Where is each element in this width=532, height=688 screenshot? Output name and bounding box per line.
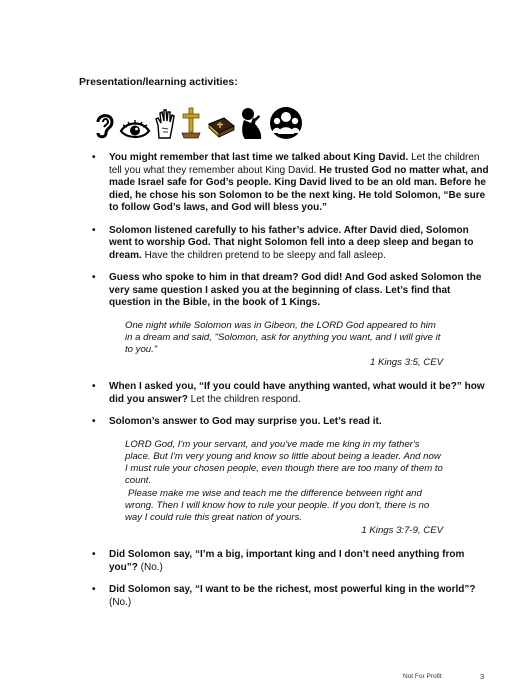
bullet-point: • <box>92 224 96 236</box>
quote-text: LORD God, I'm your servant, and you've made me king in my father's place. But I'm very young and know so little about being a leader. And now I must rule your chosen people, even though there are too many of them to count. <box>125 438 443 487</box>
bible-icon <box>206 114 236 140</box>
list-item <box>92 584 492 609</box>
bold-text: You might remember that last time we talked about King David. <box>109 152 409 163</box>
bold-text: Guess who spoke to him in that dream? God did! And God asked Solomon the very same question I asked you at the beginning of class. Let’s find that question in the Bible, in the book of 1 Kings. <box>109 272 482 308</box>
hand-icon <box>154 108 176 140</box>
bullet-point: • <box>92 152 96 163</box>
ear-icon <box>92 110 116 140</box>
eye-icon <box>119 118 151 140</box>
praying-child-icon <box>239 106 265 140</box>
activity-icons-row <box>92 104 304 140</box>
quote-reference: 1 Kings 3:7-9, CEV <box>361 525 443 537</box>
instruction-text: Let the children respond. <box>187 393 301 405</box>
scripture-quote <box>125 439 443 538</box>
family-icon <box>268 106 304 140</box>
bold-text: Solomon’s answer to God may surprise you. Let’s read it. <box>109 416 382 428</box>
bold-text: When I asked you, “If you could have anything wanted, what would it be?” how did you answer? <box>109 381 485 405</box>
page-number: 3 <box>480 672 485 681</box>
section-heading: Presentation/learning activities: <box>79 76 238 88</box>
answer-text: (No.) <box>109 596 132 608</box>
bold-text: Did Solomon say, “I’m a big, important king and I don’t need anything from you”? <box>109 549 465 573</box>
page-footer: Not For Profit <box>403 673 442 680</box>
list-item <box>92 381 492 406</box>
bullet-point: • <box>92 584 96 596</box>
list-item <box>92 225 492 263</box>
list-item <box>92 152 492 215</box>
scripture-quote <box>125 320 443 370</box>
bullet-point: • <box>92 381 96 393</box>
activities-list <box>92 152 492 619</box>
bullet-point: • <box>92 272 96 283</box>
instruction-text: Let the children tell you what they remember about King David. <box>109 152 480 176</box>
quote-text: One night while Solomon was in Gibeon, the LORD God appeared to him in a dream and said, "Solomon, ask for anything you want, and I will give it to you." <box>125 319 441 355</box>
instruction-text: Have the children pretend to be sleepy and fall asleep. <box>141 249 386 261</box>
cross-icon <box>179 106 203 140</box>
bullet-point: • <box>92 549 96 561</box>
list-item <box>92 549 492 574</box>
bold-text: Did Solomon say, “I want to be the richest, most powerful king in the world”? <box>109 584 476 596</box>
list-item <box>92 416 492 429</box>
quote-text: Please make me wise and teach me the difference between right and wrong. Then I will know how to rule your people. If you don't, there is no way I could rule this great nation of yours. <box>125 487 430 524</box>
list-item <box>92 272 492 310</box>
bold-text: Solomon listened carefully to his father’s advice. After David died, Solomon went to worship God. That night Solomon fell into a deep sleep and began to dream. <box>109 224 474 261</box>
answer-text: (No.) <box>137 561 163 573</box>
bold-text: He trusted God no matter what, and made Israel safe for God’s people. King David lived to be an old man. Before he died, he chose his son Solomon to be the next king. He told Solomon, “Be sure to follow God’s laws, and God will bless you.” <box>109 164 489 213</box>
bullet-point: • <box>92 416 96 428</box>
quote-reference: 1 Kings 3:5, CEV <box>369 357 443 369</box>
